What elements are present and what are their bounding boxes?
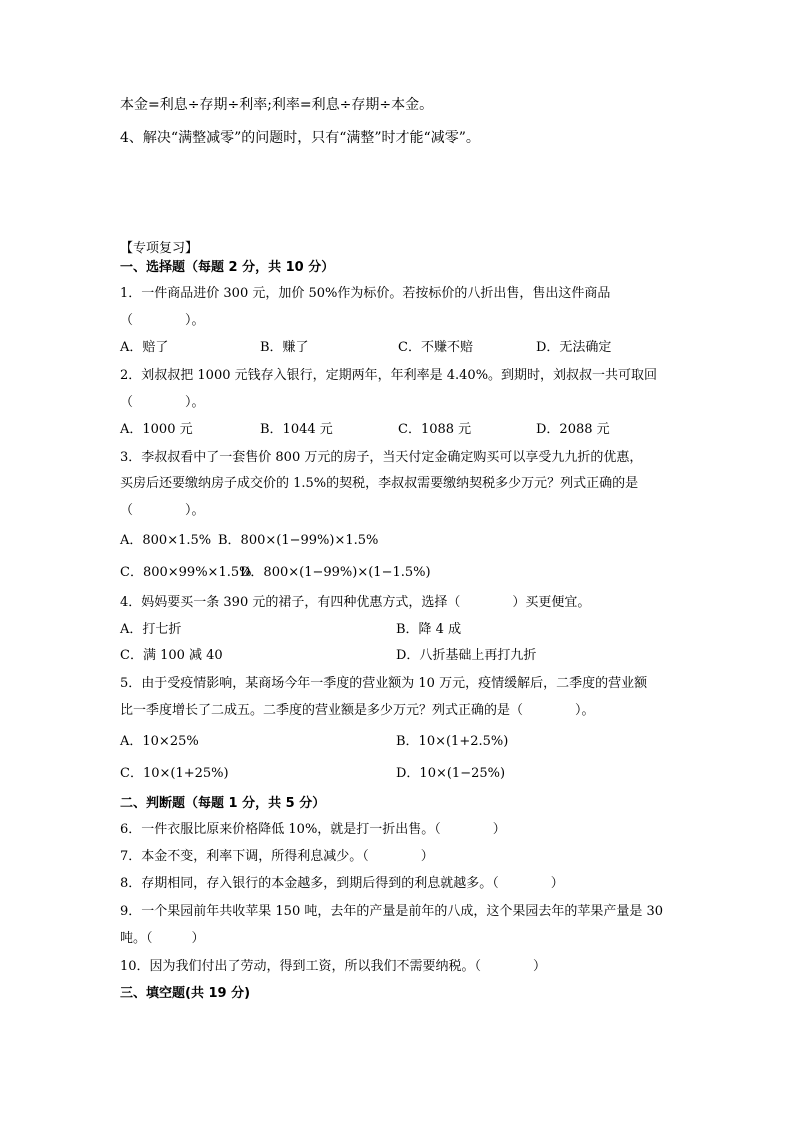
question-1-text: 1．一件商品进价 300 元，加价 50%作为标价。若按标价的八折出售，售出这件商品 <box>120 286 611 301</box>
q2-option-b: B．1044 元 <box>260 422 333 437</box>
q4-option-b: B．降 4 成 <box>396 622 462 637</box>
part1-title: 一、选择题（每题 2 分，共 10 分） <box>120 260 335 275</box>
question-9-line1: 9．一个果园前年共收苹果 150 吨，去年的产量是前年的八成，这个果园去年的苹果产量是 30 <box>120 904 664 919</box>
q5-option-d: D．10×(1−25%) <box>396 766 506 781</box>
q4-option-c: C．满 100 减 40 <box>120 648 223 663</box>
question-2-text: 2．刘叔叔把 1000 元钱存入银行，定期两年，年利率是 4.40%。到期时，刘叔叔一共可取回 <box>120 368 658 383</box>
q3-option-c: C．800×99%×1.5% <box>120 565 252 580</box>
question-2-blank: （ ）。 <box>120 395 205 410</box>
q5-option-a: A．10×25% <box>120 734 199 749</box>
question-7: 7．本金不变，利率下调，所得利息减少。（ ） <box>120 849 434 864</box>
question-10: 10．因为我们付出了劳动，得到工资，所以我们不需要纳税。（ ） <box>120 959 547 974</box>
full-reduction-rule-line: 4、解决“满整减零”的问题时，只有“满整”时才能“减零”。 <box>120 130 480 146</box>
question-1-blank: （ ）。 <box>120 313 205 328</box>
q2-option-d: D．2088 元 <box>536 422 610 437</box>
part2-title: 二、判断题（每题 1 分，共 5 分） <box>120 796 326 811</box>
special-review-header: 【专项复习】 <box>120 241 199 256</box>
question-3-text-line2: 买房后还要缴纳房子成交价的 1.5%的契税，李叔叔需要缴纳契税多少万元？列式正确的是 <box>120 476 639 491</box>
question-5-text-line2: 比一季度增长了二成五。二季度的营业额是多少万元？列式正确的是（ ）。 <box>120 703 595 718</box>
q4-option-a: A．打七折 <box>120 622 182 637</box>
question-9-line2: 吨。（ ） <box>120 931 205 946</box>
q1-option-c: C．不赚不赔 <box>398 340 473 355</box>
question-3-text-line1: 3．李叔叔看中了一套售价 800 万元的房子，当天付定金确定购买可以享受九九折的优惠， <box>120 450 643 465</box>
question-5-text-line1: 5．由于受疫情影响，某商场今年一季度的营业额为 10 万元，疫情缓解后，二季度的营业额 <box>120 676 648 691</box>
q1-option-a: A．赔了 <box>120 340 169 355</box>
q3-option-a: A．800×1.5% <box>120 533 212 548</box>
q3-option-b: B．800×(1−99%)×1.5% <box>218 533 379 548</box>
interest-formula-line: 本金=利息÷存期÷利率;利率=利息÷存期÷本金。 <box>120 97 434 113</box>
question-3-blank: （ ）。 <box>120 503 205 518</box>
q2-option-c: C．1088 元 <box>398 422 472 437</box>
q5-option-b: B．10×(1+2.5%) <box>396 734 509 749</box>
q1-option-d: D．无法确定 <box>536 340 612 355</box>
q4-option-d: D．八折基础上再打九折 <box>396 648 537 663</box>
q1-option-b: B．赚了 <box>260 340 309 355</box>
q5-option-c: C．10×(1+25%) <box>120 766 229 781</box>
q2-option-a: A．1000 元 <box>120 422 193 437</box>
q3-option-d: D．800×(1−99%)×(1−1.5%) <box>240 565 431 580</box>
question-8: 8．存期相同，存入银行的本金越多，到期后得到的利息就越多。（ ） <box>120 876 564 891</box>
part3-title: 三、填空题(共 19 分) <box>120 986 251 1001</box>
question-4-text: 4．妈妈要买一条 390 元的裙子，有四种优惠方式，选择（ ）买更便宜。 <box>120 595 591 610</box>
question-6: 6．一件衣服比原来价格降低 10%，就是打一折出售。（ ） <box>120 822 506 837</box>
